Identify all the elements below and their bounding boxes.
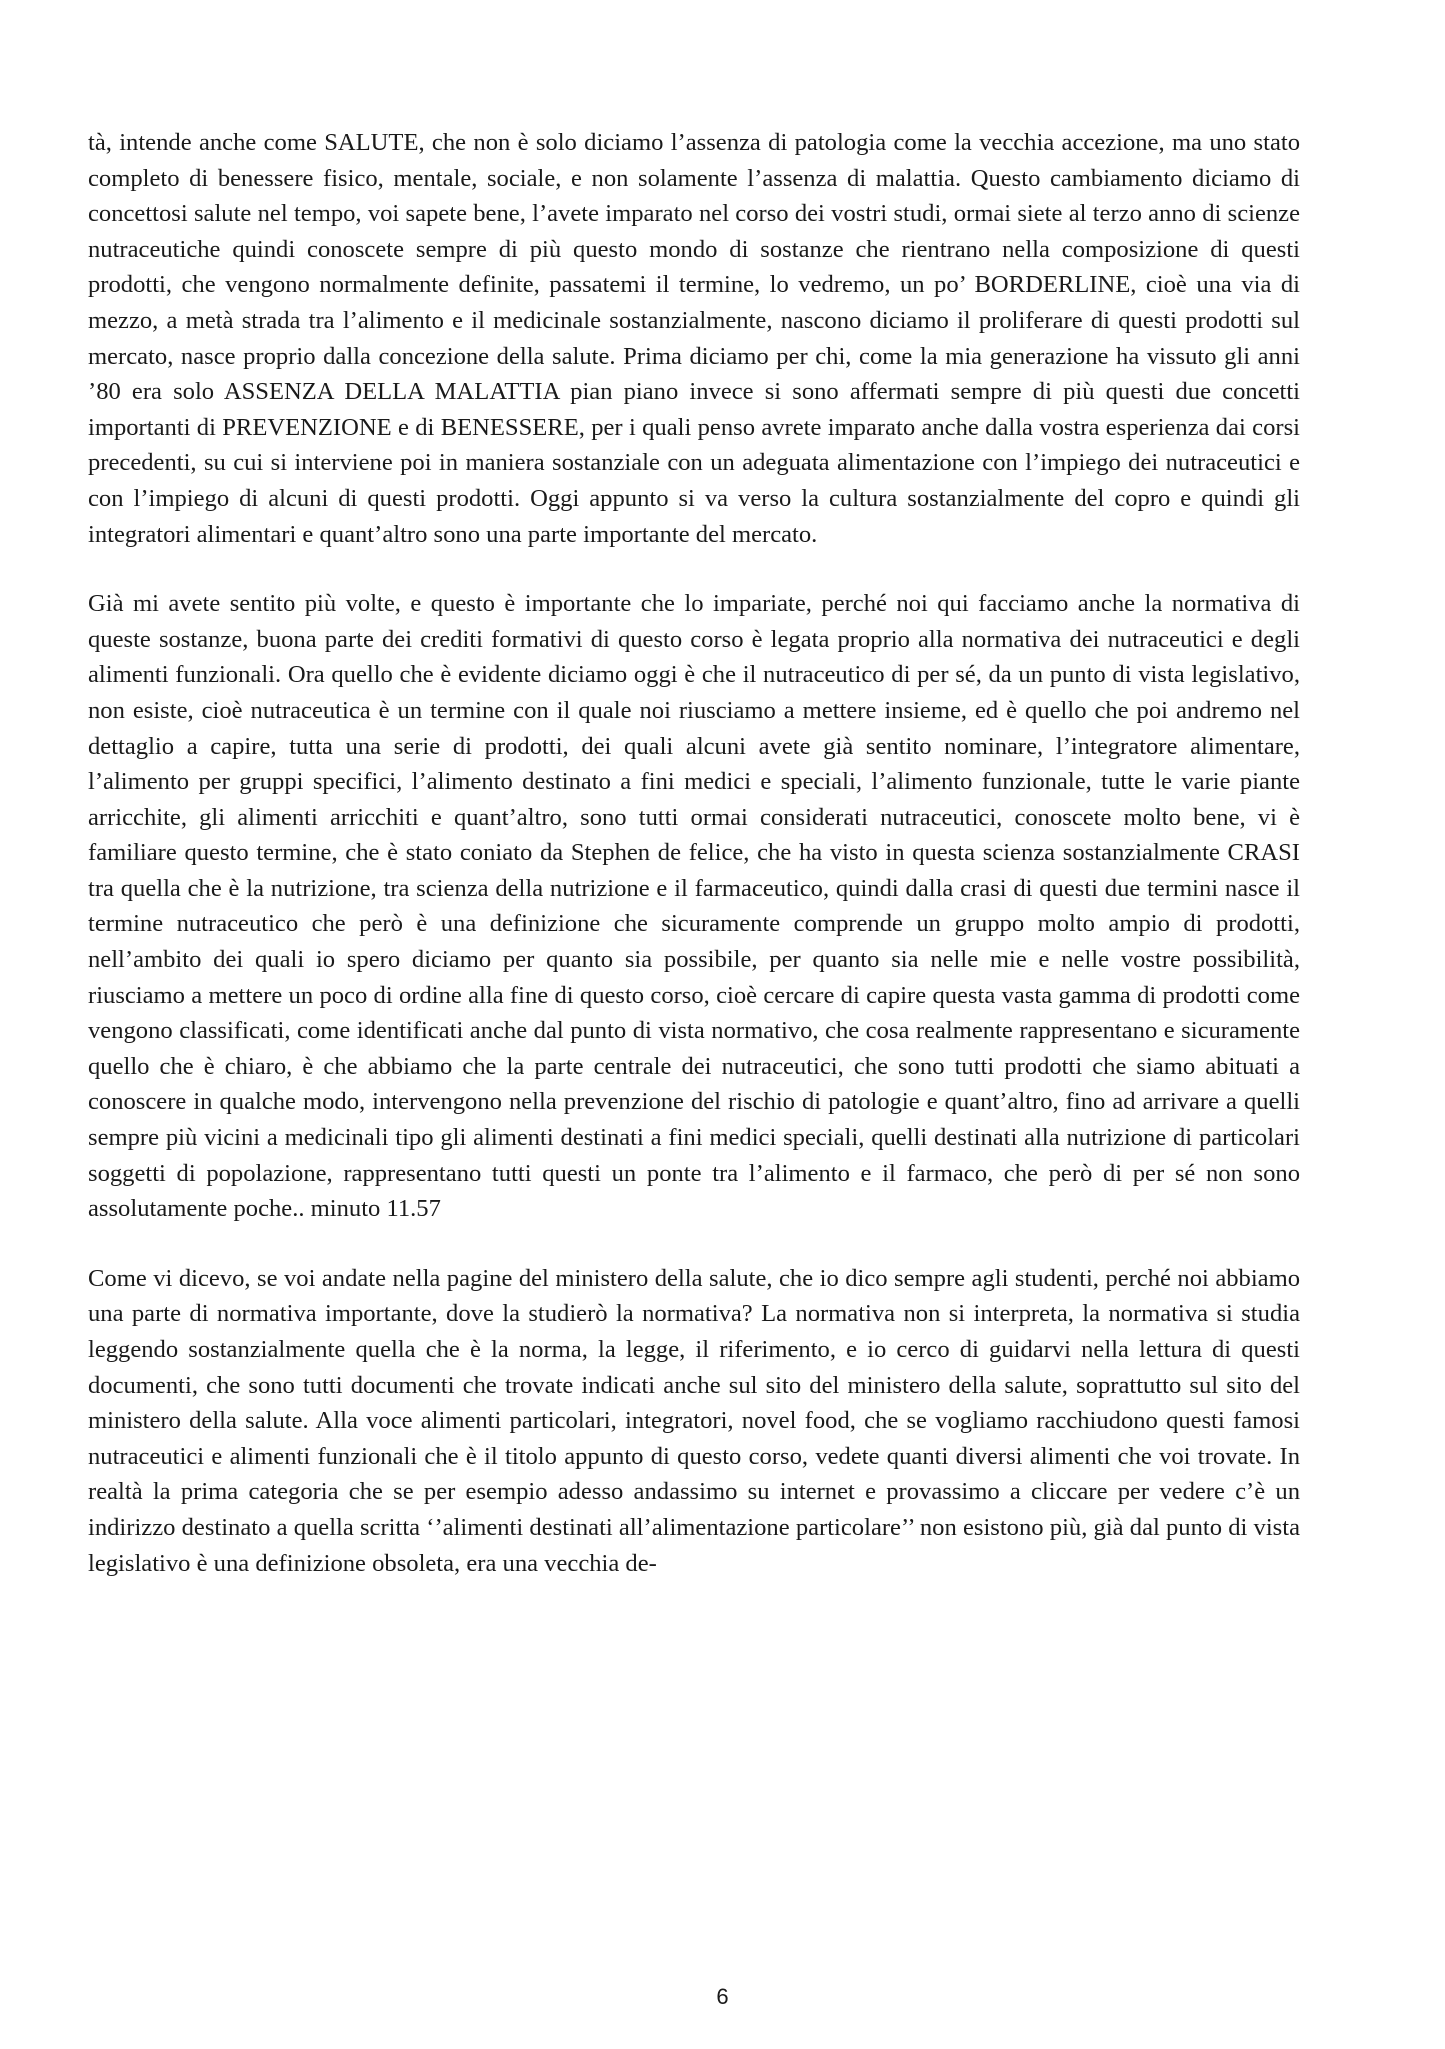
paragraph-2: Già mi avete sentito più volte, e questo è importante che lo impariate, perché noi qui facciamo anche la normativa di queste sostanze, buona parte dei crediti formativi di questo corso è legata proprio alla normativa dei nutraceutici e degli alimenti funzionali. Ora quello che è evidente diciamo oggi è che il nutraceutico di per sé, da un punto di vista legislativo, non esiste, cioè nutraceutica è un termine con il quale noi riusciamo a mettere insieme, ed è quello che poi andremo nel dettaglio a capire, tutta una serie di prodotti, dei quali alcuni avete già sentito nominare, l’integratore alimentare, l’alimento per gruppi specifici, l’alimento destinato a fini medici e speciali, l’alimento funzionale, tutte le varie piante arricchite, gli alimenti arricchiti e quant’altro, sono tutti ormai considerati nutraceutici, conoscete molto bene, vi è familiare questo termine, che è stato coniato da Stephen de felice, che ha visto in questa scienza sostanzialmente CRASI tra quella che è la nutrizione, tra scienza della nutrizione e il farmaceutico, quindi dalla crasi di questi due termini nasce il termine nutraceutico che però è una definizione che sicuramente comprende un gruppo molto ampio di prodotti, nell’ambito dei quali io spero diciamo per quanto sia possibile, per quanto sia nelle mie e nelle vostre possibilità, riusciamo a mettere un poco di ordine alla fine di questo corso, cioè cercare di capire questa vasta gamma di prodotti come vengono classificati, come identificati anche dal punto di vista normativo, che cosa realmente rappresentano e sicuramente quello che è chiaro, è che abbiamo che la parte centrale dei nutraceutici, che sono tutti prodotti che siamo abituati a conoscere in qualche modo, intervengono nella prevenzione del rischio di patologie e quant’altro, fino ad arrivare a quelli sempre più vicini a medicinali tipo gli alimenti destinati a fini medici speciali, quelli destinati alla nutrizione di particolari soggetti di popolazione, rappresentano tutti questi un ponte tra l’alimento e il farmaco, che però di per sé non sono assolutamente poche.. minuto 11.57	[88, 590, 1300, 1223]
paragraph-1: tà, intende anche come SALUTE, che non è solo diciamo l’assenza di patologia come la vecchia accezione, ma uno stato completo di benessere fisico, mentale, sociale, e non solamente l’assenza di malattia. Questo cambiamento diciamo di concettosi salute nel tempo, voi sapete bene, l’avete imparato nel corso dei vostri studi, ormai siete al terzo anno di scienze nutraceutiche quindi conoscete sempre di più questo mondo di sostanze che rientrano nella composizione di questi prodotti, che vengono normalmente definite, passatemi il termine, lo vedremo, un po’ BORDERLINE, cioè una via di mezzo, a metà strada tra l’alimento e il medicinale sostanzialmente, nascono diciamo il proliferare di questi prodotti sul mercato, nasce proprio dalla concezione della salute. Prima diciamo per chi, come la mia generazione ha vissuto gli anni ’80 era solo ASSENZA DELLA MALATTIA pian piano invece si sono affermati sempre di più questi due concetti importanti di PREVENZIONE e di BENESSERE, per i quali penso avrete imparato anche dalla vostra esperienza dai corsi precedenti, su cui si interviene poi in maniera sostanziale con un adeguata alimentazione con l’impiego dei nutraceutici e con l’impiego di alcuni di questi prodotti. Oggi appunto si va verso la cultura sostanzialmente del copro e quindi gli integratori alimentari e quant’altro sono una parte importante del mercato.	[88, 129, 1300, 548]
body-text	[88, 125, 1300, 1615]
paragraph-3: Come vi dicevo, se voi andate nella pagine del ministero della salute, che io dico sempre agli studenti, perché noi abbiamo una parte di normativa importante, dove la studierò la normativa? La normativa non si interpreta, la normativa si studia leggendo sostanzialmente quella che è la norma, la legge, il riferimento, e io cerco di guidarvi nella lettura di questi documenti, che sono tutti documenti che trovate indicati anche sul sito del ministero della salute, soprattutto sul sito del ministero della salute. Alla voce alimenti particolari, integratori, novel food, che se vogliamo racchiudono questi famosi nutraceutici e alimenti funzionali che è il titolo appunto di questo corso, vedete quanti diversi alimenti che voi trovate. In realtà la prima categoria che se per esempio adesso andassimo su internet e provassimo a cliccare per vedere c’è un indirizzo destinato a quella scritta ‘’alimenti destinati all’alimentazione particolare’’ non esistono più, già dal punto di vista legislativo è una definizione obsoleta, era una vecchia de-	[88, 1264, 1300, 1577]
page-number: 6	[716, 1984, 729, 2009]
